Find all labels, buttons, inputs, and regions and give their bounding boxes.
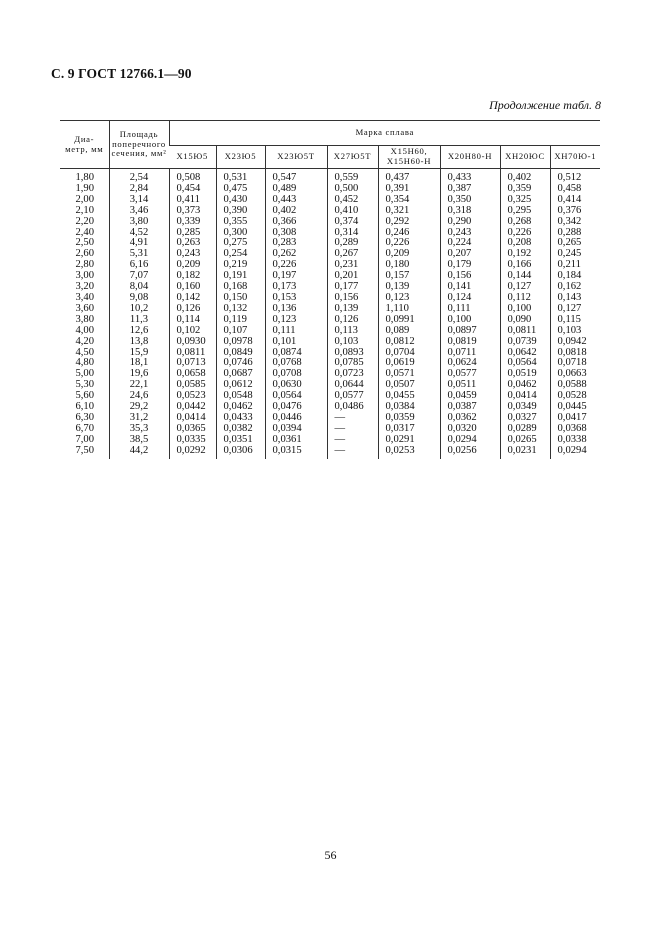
- resistance-cell: 0,0462: [500, 380, 550, 391]
- resistance-cell: 0,268: [500, 217, 550, 228]
- resistance-cell: 0,283: [265, 238, 327, 249]
- resistance-cell: 0,0462: [216, 402, 265, 413]
- resistance-cell: 0,288: [550, 228, 600, 239]
- diameter-cell: 3,20: [75, 281, 95, 293]
- resistance-cell: 0,531: [216, 169, 265, 184]
- resistance-cell: 0,512: [550, 169, 600, 184]
- resistance-cell: 0,089: [378, 326, 440, 337]
- resistance-cell: 0,124: [440, 293, 500, 304]
- resistance-cell: 0,0511: [440, 380, 500, 391]
- resistance-cell: 0,0571: [378, 369, 440, 380]
- resistance-cell: 0,0359: [378, 413, 440, 424]
- resistance-cell: 0,0630: [265, 380, 327, 391]
- resistance-cell: 0,0548: [216, 391, 265, 402]
- resistance-cell: —: [327, 413, 378, 424]
- resistance-cell: 0,182: [169, 271, 216, 282]
- resistance-cell: 0,209: [378, 249, 440, 260]
- resistance-cell: 0,0289: [500, 424, 550, 435]
- resistance-cell: 0,150: [216, 293, 265, 304]
- resistance-cell: 0,318: [440, 206, 500, 217]
- resistance-cell: 0,0564: [265, 391, 327, 402]
- area-cell: 44,2: [109, 446, 169, 459]
- diameter-cell: 3,40: [75, 291, 95, 303]
- diameter-cell: 5,00: [75, 368, 95, 380]
- resistance-cell: 0,162: [550, 282, 600, 293]
- resistance-cell: 0,292: [378, 217, 440, 228]
- diameter-cell: 3,80: [75, 313, 95, 325]
- resistance-cell: 0,0459: [440, 391, 500, 402]
- resistance-cell: 0,0577: [327, 391, 378, 402]
- resistance-cell: 0,254: [216, 249, 265, 260]
- table-row: [60, 446, 600, 459]
- resistance-cell: 0,168: [216, 282, 265, 293]
- resistance-cell: 0,136: [265, 304, 327, 315]
- area-cell: 7,07: [109, 271, 169, 282]
- resistance-cell: 0,325: [500, 195, 550, 206]
- resistance-cell: 0,127: [550, 304, 600, 315]
- resistance-cell: 0,0256: [440, 446, 500, 459]
- diameter-cell: 4,50: [75, 346, 95, 358]
- resistance-cell: 0,0349: [500, 402, 550, 413]
- resistance-cell: 0,0387: [440, 402, 500, 413]
- resistance-cell: 0,226: [265, 260, 327, 271]
- resistance-cell: 0,0930: [169, 337, 216, 348]
- resistance-cell: 0,0414: [500, 391, 550, 402]
- col-header-alloy: Х15Н60, Х15Н60-Н: [378, 146, 440, 169]
- resistance-cell: 0,0978: [216, 337, 265, 348]
- diameter-cell: 2,60: [75, 248, 95, 260]
- resistance-cell: 0,191: [216, 271, 265, 282]
- area-cell: 15,9: [109, 348, 169, 359]
- resistance-cell: 0,139: [378, 282, 440, 293]
- resistance-cell: 0,0818: [550, 348, 600, 359]
- resistance-cell: 0,300: [216, 228, 265, 239]
- resistance-cell: 0,355: [216, 217, 265, 228]
- area-cell: 31,2: [109, 413, 169, 424]
- resistance-cell: 0,126: [327, 315, 378, 326]
- table-body: [60, 169, 600, 459]
- resistance-cell: 0,207: [440, 249, 500, 260]
- resistance-cell: 0,211: [550, 260, 600, 271]
- resistance-cell: 0,0739: [500, 337, 550, 348]
- resistance-cell: 0,209: [169, 260, 216, 271]
- resistance-cell: 0,0414: [169, 413, 216, 424]
- resistance-cell: 0,402: [500, 169, 550, 184]
- resistance-cell: 0,112: [500, 293, 550, 304]
- resistance-cell: 0,411: [169, 195, 216, 206]
- diameter-cell: 5,60: [75, 390, 95, 402]
- resistance-cell: 0,321: [378, 206, 440, 217]
- resistance-cell: 0,454: [169, 184, 216, 195]
- resistance-cell: 0,0708: [265, 369, 327, 380]
- resistance-cell: 0,0486: [327, 402, 378, 413]
- resistance-cell: 0,177: [327, 282, 378, 293]
- area-cell: 10,2: [109, 304, 169, 315]
- resistance-cell: 0,142: [169, 293, 216, 304]
- resistance-cell: 0,0812: [378, 337, 440, 348]
- resistance-cell: 0,123: [378, 293, 440, 304]
- area-cell: 2,54: [109, 169, 169, 184]
- resistance-cell: 0,0507: [378, 380, 440, 391]
- resistance-cell: 0,0588: [550, 380, 600, 391]
- resistance-cell: 0,101: [265, 337, 327, 348]
- resistance-cell: 0,132: [216, 304, 265, 315]
- resistance-cell: 0,0231: [500, 446, 550, 459]
- table-continuation-label: Продолжение табл. 8: [489, 98, 601, 112]
- resistance-cell: 0,354: [378, 195, 440, 206]
- resistance-cell: 0,443: [265, 195, 327, 206]
- resistance-cell: 0,141: [440, 282, 500, 293]
- resistance-cell: 0,0704: [378, 348, 440, 359]
- resistance-cell: 0,102: [169, 326, 216, 337]
- resistance-cell: 0,500: [327, 184, 378, 195]
- resistance-cell: 0,414: [550, 195, 600, 206]
- resistance-cell: 0,113: [327, 326, 378, 337]
- resistance-cell: 0,410: [327, 206, 378, 217]
- resistance-cell: 1,110: [378, 304, 440, 315]
- table-row: [60, 169, 600, 184]
- resistance-cell: 0,143: [550, 293, 600, 304]
- resistance-cell: 0,0849: [216, 348, 265, 359]
- diameter-cell: 2,50: [75, 237, 95, 249]
- diameter-cell: 2,40: [75, 226, 95, 238]
- resistance-cell: 0,308: [265, 228, 327, 239]
- resistance-cell: 0,100: [500, 304, 550, 315]
- resistance-cell: 0,508: [169, 169, 216, 184]
- resistance-cell: 0,366: [265, 217, 327, 228]
- area-cell: 18,1: [109, 358, 169, 369]
- resistance-cell: 0,0746: [216, 358, 265, 369]
- resistance-cell: 0,0335: [169, 435, 216, 446]
- col-header-area: Площадь поперечного сечения, мм²: [109, 121, 169, 169]
- resistance-cell: 0,245: [550, 249, 600, 260]
- area-cell: 9,08: [109, 293, 169, 304]
- resistance-cell: 0,314: [327, 228, 378, 239]
- table-row: [60, 326, 600, 337]
- resistance-cell: 0,359: [500, 184, 550, 195]
- diameter-cell: 4,20: [75, 335, 95, 347]
- resistance-cell: 0,0811: [500, 326, 550, 337]
- resistance-cell: 0,115: [550, 315, 600, 326]
- resistance-cell: 0,265: [550, 238, 600, 249]
- diameter-cell: 2,20: [75, 215, 95, 227]
- resistance-cell: 0,559: [327, 169, 378, 184]
- col-header-alloy: ХН70Ю-1: [550, 146, 600, 169]
- resistance-cell: 0,350: [440, 195, 500, 206]
- area-cell: 19,6: [109, 369, 169, 380]
- resistance-cell: 0,290: [440, 217, 500, 228]
- resistance-cell: 0,0306: [216, 446, 265, 459]
- resistance-cell: 0,0455: [378, 391, 440, 402]
- resistance-cell: 0,197: [265, 271, 327, 282]
- resistance-cell: 0,090: [500, 315, 550, 326]
- resistance-cell: 0,263: [169, 238, 216, 249]
- area-cell: 4,91: [109, 238, 169, 249]
- resistance-cell: —: [327, 424, 378, 435]
- resistance-cell: 0,180: [378, 260, 440, 271]
- resistance-cell: 0,126: [169, 304, 216, 315]
- diameter-cell: 2,00: [75, 193, 95, 205]
- resistance-cell: 0,0687: [216, 369, 265, 380]
- resistance-cell: 0,387: [440, 184, 500, 195]
- resistance-cell: 0,489: [265, 184, 327, 195]
- resistance-cell: 0,226: [378, 238, 440, 249]
- diameter-cell: 1,80: [75, 172, 95, 183]
- area-cell: 11,3: [109, 315, 169, 326]
- resistance-cell: 0,0991: [378, 315, 440, 326]
- resistance-cell: 0,0442: [169, 402, 216, 413]
- resistance-cell: 0,0294: [550, 446, 600, 459]
- resistance-cell: 0,111: [265, 326, 327, 337]
- resistance-cell: 0,119: [216, 315, 265, 326]
- area-cell: 5,31: [109, 249, 169, 260]
- resistance-cell: 0,0362: [440, 413, 500, 424]
- resistance-cell: 0,0874: [265, 348, 327, 359]
- resistance-cell: 0,173: [265, 282, 327, 293]
- resistance-cell: 0,547: [265, 169, 327, 184]
- diameter-cell: 1,90: [75, 182, 95, 194]
- resistance-cell: 0,103: [550, 326, 600, 337]
- resistance-cell: 0,262: [265, 249, 327, 260]
- resistance-cell: 0,0351: [216, 435, 265, 446]
- resistance-cell: 0,0723: [327, 369, 378, 380]
- diameter-cell: 5,30: [75, 379, 95, 391]
- resistance-cell: 0,0619: [378, 358, 440, 369]
- resistance-cell: 0,295: [500, 206, 550, 217]
- diameter-cell: 3,00: [75, 270, 95, 282]
- resistance-cell: 0,157: [378, 271, 440, 282]
- resistance-cell: 0,219: [216, 260, 265, 271]
- col-header-alloy: Х27Ю5Т: [327, 146, 378, 169]
- resistance-cell: 0,289: [327, 238, 378, 249]
- table-row: [60, 217, 600, 228]
- resistance-cell: 0,0361: [265, 435, 327, 446]
- resistance-cell: 0,160: [169, 282, 216, 293]
- resistance-cell: 0,267: [327, 249, 378, 260]
- resistance-cell: 0,0523: [169, 391, 216, 402]
- resistance-cell: 0,433: [440, 169, 500, 184]
- resistance-cell: 0,0519: [500, 369, 550, 380]
- diameter-cell: 7,00: [75, 433, 95, 445]
- table-row: [60, 337, 600, 348]
- diameter-cell: 6,70: [75, 422, 95, 434]
- area-cell: 13,8: [109, 337, 169, 348]
- resistance-cell: 0,243: [169, 249, 216, 260]
- diameter-cell: 3,60: [75, 302, 95, 314]
- area-cell: 38,5: [109, 435, 169, 446]
- resistance-cell: 0,201: [327, 271, 378, 282]
- area-cell: 8,04: [109, 282, 169, 293]
- resistance-cell: 0,0658: [169, 369, 216, 380]
- resistance-cell: 0,285: [169, 228, 216, 239]
- resistance-cell: 0,0612: [216, 380, 265, 391]
- resistance-cell: 0,123: [265, 315, 327, 326]
- resistance-cell: 0,0417: [550, 413, 600, 424]
- col-header-diameter: Диа- метр, мм: [60, 121, 109, 169]
- col-header-alloy: Х23Ю5: [216, 146, 265, 169]
- resistance-cell: 0,0663: [550, 369, 600, 380]
- diameter-cell: 4,80: [75, 357, 95, 369]
- diameter-cell: 6,10: [75, 401, 95, 413]
- resistance-cell: 0,373: [169, 206, 216, 217]
- resistance-cell: 0,0253: [378, 446, 440, 459]
- resistance-cell: 0,0718: [550, 358, 600, 369]
- resistance-cell: 0,107: [216, 326, 265, 337]
- resistance-cell: 0,179: [440, 260, 500, 271]
- resistance-cell: 0,458: [550, 184, 600, 195]
- resistance-cell: 0,114: [169, 315, 216, 326]
- resistance-cell: 0,139: [327, 304, 378, 315]
- resistance-cell: 0,0819: [440, 337, 500, 348]
- resistance-cell: 0,243: [440, 228, 500, 239]
- resistance-cell: 0,166: [500, 260, 550, 271]
- resistance-cell: 0,0942: [550, 337, 600, 348]
- resistance-cell: 0,0292: [169, 446, 216, 459]
- resistance-cell: 0,0433: [216, 413, 265, 424]
- resistance-cell: 0,437: [378, 169, 440, 184]
- resistance-cell: 0,430: [216, 195, 265, 206]
- resistance-cell: 0,127: [500, 282, 550, 293]
- resistance-cell: 0,0315: [265, 446, 327, 459]
- document-header: С. 9 ГОСТ 12766.1—90: [51, 66, 192, 81]
- page-number: 56: [324, 848, 337, 862]
- resistance-cell: 0,0711: [440, 348, 500, 359]
- table-row: [60, 206, 600, 217]
- area-cell: 4,52: [109, 228, 169, 239]
- resistance-cell: 0,0338: [550, 435, 600, 446]
- resistance-cell: 0,0265: [500, 435, 550, 446]
- area-cell: 22,1: [109, 380, 169, 391]
- resistance-cell: 0,0897: [440, 326, 500, 337]
- diameter-cell: 4,00: [75, 324, 95, 336]
- area-cell: 2,84: [109, 184, 169, 195]
- resistance-cell: 0,0382: [216, 424, 265, 435]
- resistance-cell: —: [327, 446, 378, 459]
- resistance-cell: 0,0811: [169, 348, 216, 359]
- resistance-cell: 0,0446: [265, 413, 327, 424]
- resistance-cell: 0,224: [440, 238, 500, 249]
- resistance-cell: 0,374: [327, 217, 378, 228]
- area-cell: 3,14: [109, 195, 169, 206]
- resistance-cell: 0,0577: [440, 369, 500, 380]
- resistance-cell: 0,103: [327, 337, 378, 348]
- area-cell: 3,46: [109, 206, 169, 217]
- resistance-cell: 0,0642: [500, 348, 550, 359]
- resistance-cell: 0,0291: [378, 435, 440, 446]
- col-header-alloy-group: Марка сплава: [169, 121, 600, 146]
- resistance-cell: 0,342: [550, 217, 600, 228]
- resistance-cell: 0,391: [378, 184, 440, 195]
- col-header-alloy: ХН20ЮС: [500, 146, 550, 169]
- resistance-cell: —: [327, 435, 378, 446]
- col-header-alloy: Х23Ю5Т: [265, 146, 327, 169]
- resistance-cell: 0,0327: [500, 413, 550, 424]
- area-cell: 24,6: [109, 391, 169, 402]
- resistance-cell: 0,184: [550, 271, 600, 282]
- resistance-cell: 0,475: [216, 184, 265, 195]
- resistance-cell: 0,0365: [169, 424, 216, 435]
- resistance-cell: 0,226: [500, 228, 550, 239]
- resistance-cell: 0,452: [327, 195, 378, 206]
- resistance-cell: 0,390: [216, 206, 265, 217]
- resistance-cell: 0,0368: [550, 424, 600, 435]
- resistance-cell: 0,156: [327, 293, 378, 304]
- resistance-cell: 0,153: [265, 293, 327, 304]
- resistance-cell: 0,0713: [169, 358, 216, 369]
- resistance-cell: 0,275: [216, 238, 265, 249]
- resistance-cell: 0,339: [169, 217, 216, 228]
- col-header-alloy: Х20Н80-Н: [440, 146, 500, 169]
- resistance-cell: 0,111: [440, 304, 500, 315]
- resistance-cell: 0,0384: [378, 402, 440, 413]
- resistance-cell: 0,0585: [169, 380, 216, 391]
- resistance-cell: 0,0476: [265, 402, 327, 413]
- resistance-cell: 0,144: [500, 271, 550, 282]
- resistance-cell: 0,376: [550, 206, 600, 217]
- area-cell: 6,16: [109, 260, 169, 271]
- col-header-alloy: Х15Ю5: [169, 146, 216, 169]
- area-cell: 29,2: [109, 402, 169, 413]
- resistance-cell: 0,0768: [265, 358, 327, 369]
- resistance-cell: 0,0564: [500, 358, 550, 369]
- resistance-cell: 0,246: [378, 228, 440, 239]
- resistance-cell: 0,0320: [440, 424, 500, 435]
- resistance-table: [60, 120, 600, 459]
- resistance-cell: 0,156: [440, 271, 500, 282]
- resistance-cell: 0,402: [265, 206, 327, 217]
- diameter-cell: 2,80: [75, 259, 95, 271]
- resistance-cell: 0,0624: [440, 358, 500, 369]
- resistance-cell: 0,192: [500, 249, 550, 260]
- diameter-cell: 2,10: [75, 204, 95, 216]
- resistance-cell: 0,231: [327, 260, 378, 271]
- resistance-cell: 0,0294: [440, 435, 500, 446]
- area-cell: 3,80: [109, 217, 169, 228]
- resistance-cell: 0,0317: [378, 424, 440, 435]
- resistance-cell: 0,0644: [327, 380, 378, 391]
- area-cell: 35,3: [109, 424, 169, 435]
- resistance-cell: 0,208: [500, 238, 550, 249]
- resistance-cell: 0,0394: [265, 424, 327, 435]
- diameter-cell: 6,30: [75, 411, 95, 423]
- diameter-cell: 7,50: [75, 444, 95, 456]
- resistance-cell: 0,0445: [550, 402, 600, 413]
- area-cell: 12,6: [109, 326, 169, 337]
- resistance-cell: 0,100: [440, 315, 500, 326]
- resistance-cell: 0,0785: [327, 358, 378, 369]
- resistance-cell: 0,0893: [327, 348, 378, 359]
- resistance-cell: 0,0528: [550, 391, 600, 402]
